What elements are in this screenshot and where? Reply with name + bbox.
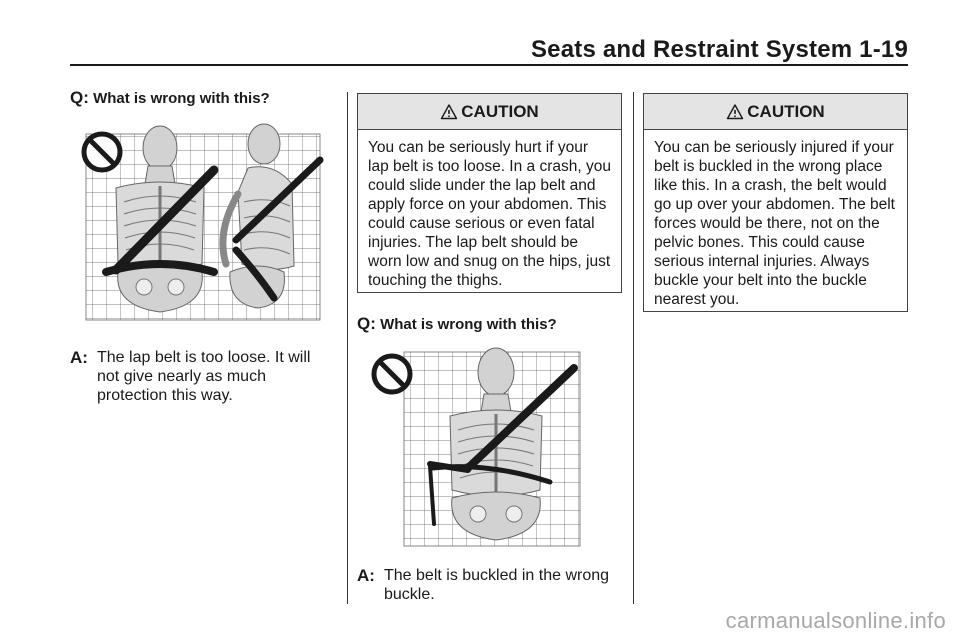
answer-1-lead: A:: [70, 348, 88, 367]
caution-title-2: CAUTION: [747, 101, 825, 121]
answer-2-lead: A:: [357, 566, 375, 585]
watermark: carmanualsonline.info: [725, 608, 946, 633]
column-divider-2: [633, 92, 634, 604]
caution-body-1: You can be seriously hurt if your lap belt is too loose. In a crash, you could slide under the lap belt and apply force on your abdomen. This could cause serious or even fatal injuries. The lap belt should be worn low and snug on the hips, just touching the thighs.: [368, 139, 611, 289]
answer-2-text: The belt is buckled in the wrong buckle.: [384, 567, 610, 603]
answer-1: [70, 348, 335, 405]
caution-body-2: You can be seriously injured if your belt is buckled in the wrong place like this. In a crash, the belt would go up over your abdomen. The belt forces would be there, not on the pelvic bones. This could cause serious internal injuries. Always buckle your belt into the buckle nearest you.: [654, 139, 895, 308]
caution-title-1: CAUTION: [461, 101, 539, 121]
prohibit-icon: [374, 356, 410, 392]
question-2-text: What is wrong with this?: [380, 316, 557, 333]
question-1-text: What is wrong with this?: [93, 90, 270, 107]
caution-header-1: [358, 94, 621, 130]
caution-triangle-icon: [726, 103, 744, 121]
header-rule: [70, 64, 908, 66]
caution-header-2: [644, 94, 907, 130]
prohibit-icon: [84, 134, 120, 170]
caution-box-2: [643, 93, 908, 312]
page-header-title: Seats and Restraint System 1-19: [530, 36, 908, 63]
answer-2: [357, 566, 622, 604]
figure-wrong-buckle: [368, 342, 586, 550]
question-2: [357, 314, 557, 334]
caution-triangle-icon: [440, 103, 458, 121]
question-2-lead: Q:: [357, 314, 376, 333]
caution-box-1: [357, 93, 622, 293]
question-1: [70, 88, 270, 108]
answer-1-text: The lap belt is too loose. It will not give nearly as much protection this way.: [97, 349, 311, 404]
question-1-lead: Q:: [70, 88, 89, 107]
figure-loose-lap-belt: [78, 122, 328, 334]
column-divider-1: [347, 92, 348, 604]
